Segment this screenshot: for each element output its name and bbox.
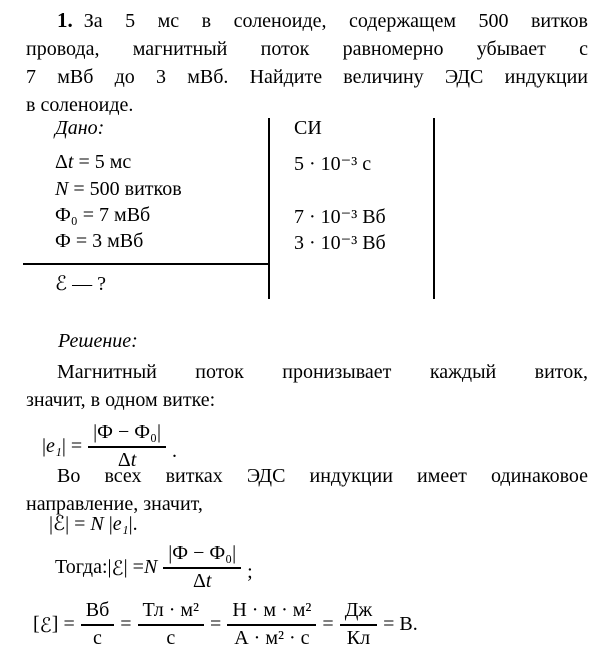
given-variable: t <box>67 151 74 173</box>
solution-heading: Решение: <box>58 330 138 352</box>
formula-total-emf <box>49 511 138 536</box>
abs-bar: |. <box>128 513 138 535</box>
fraction-numerator: Вб <box>81 599 115 626</box>
fraction-denominator: с <box>166 627 176 649</box>
equals: = <box>210 613 222 635</box>
script-e-symbol: ℰ <box>39 612 52 637</box>
problem-line: провода, магнитный поток равномерно убывает с <box>26 38 588 60</box>
given-row-n <box>55 178 182 201</box>
problem-statement <box>26 6 588 119</box>
equals: ] = <box>51 613 75 635</box>
table-divider-horizontal <box>23 263 269 265</box>
table-divider-vertical-1 <box>268 118 270 299</box>
fraction-wb-s <box>81 599 115 650</box>
variable-e1: e₁ <box>46 435 62 457</box>
problem-number: 1. <box>57 8 73 32</box>
si-value-phi0: 7 · 10⁻³ Вб <box>294 206 386 228</box>
fraction-j-kl <box>340 599 377 650</box>
script-e-symbol: ℰ <box>53 511 66 535</box>
variable-t: t <box>130 449 137 471</box>
problem-line-text: За 5 мс в соленоиде, содержащем 500 витков <box>83 10 588 32</box>
given-variable: N <box>55 178 69 200</box>
given-si-table <box>0 117 612 309</box>
problem-line <box>26 6 588 35</box>
delta-symbol: Δ <box>117 449 131 471</box>
bracket: [ <box>33 613 40 635</box>
variable-n: N <box>90 513 104 535</box>
abs-bar: | <box>42 435 47 457</box>
solution-line: направление, значит, <box>26 493 203 515</box>
delta-symbol: Δ <box>193 570 206 592</box>
fraction-numerator: Н · м · м² <box>227 599 316 626</box>
semicolon: ; <box>247 561 253 583</box>
equals: = <box>120 613 132 635</box>
fraction-numerator: |Ф − Ф₀| <box>163 542 241 569</box>
solution-line: Магнитный поток пронизывает каждый виток, <box>57 361 588 383</box>
solution-line: Во всех витках ЭДС индукции имеет одинаковое <box>57 465 588 487</box>
equals: | = <box>123 556 144 578</box>
find-question: — ? <box>67 273 106 295</box>
equals: | = <box>65 513 91 535</box>
variable-t: t <box>205 570 212 592</box>
fraction-numerator: Дж <box>340 599 377 626</box>
fraction-n-m-m2 <box>227 599 316 650</box>
equals: = <box>322 613 334 635</box>
given-symbol: Ф <box>55 230 71 252</box>
togda-label: Тогда: <box>55 556 108 578</box>
fraction-denominator <box>193 569 211 593</box>
formula-units-check <box>33 599 418 650</box>
given-row-phi <box>55 230 143 253</box>
equals: | = <box>61 435 83 457</box>
given-header: Дано: <box>55 117 105 139</box>
abs-bar: | <box>103 513 113 535</box>
si-value-delta-t: 5 · 10⁻³ с <box>294 153 372 175</box>
solution-paragraph-1 <box>26 358 588 414</box>
given-row-phi0 <box>55 204 150 227</box>
given-row-delta-t <box>55 151 131 174</box>
fraction-tl-m2-s <box>138 599 205 650</box>
script-e-symbol: ℰ <box>111 555 124 580</box>
fraction-numerator: |Ф − Ф₀| <box>88 421 166 448</box>
problem-line: 7 мВб до 3 мВб. Найдите величину ЭДС индукции <box>26 66 588 88</box>
si-value-phi: 3 · 10⁻³ Вб <box>294 232 386 254</box>
result-volt: = В. <box>383 613 418 635</box>
find-line <box>55 271 106 296</box>
given-symbol: Ф₀ <box>55 204 78 226</box>
script-e-symbol: ℰ <box>55 271 68 295</box>
table-divider-vertical-2 <box>433 118 435 299</box>
fraction-denominator: с <box>93 627 102 649</box>
given-symbol: Δ <box>55 151 68 173</box>
given-value: = 500 витков <box>68 178 182 200</box>
fraction-numerator: Тл · м² <box>138 599 205 626</box>
fraction <box>163 542 241 593</box>
given-value: = 3 мВб <box>70 230 144 252</box>
variable-n: N <box>143 556 158 578</box>
formula-togda <box>55 542 253 593</box>
si-header: СИ <box>294 117 322 139</box>
abs-bar: | <box>107 556 112 578</box>
problem-line: в соленоиде. <box>26 94 134 116</box>
fraction-denominator: Кл <box>346 627 371 649</box>
variable-e1: e₁ <box>112 513 129 535</box>
period: . <box>172 440 178 462</box>
fraction-denominator: А · м² · с <box>234 627 310 649</box>
solution-paragraph-2 <box>26 462 588 518</box>
abs-bar: | <box>49 513 54 535</box>
given-value: = 7 мВб <box>77 204 151 226</box>
solution-line: значит, в одном витке: <box>26 389 216 411</box>
given-value: = 5 мс <box>73 151 132 173</box>
